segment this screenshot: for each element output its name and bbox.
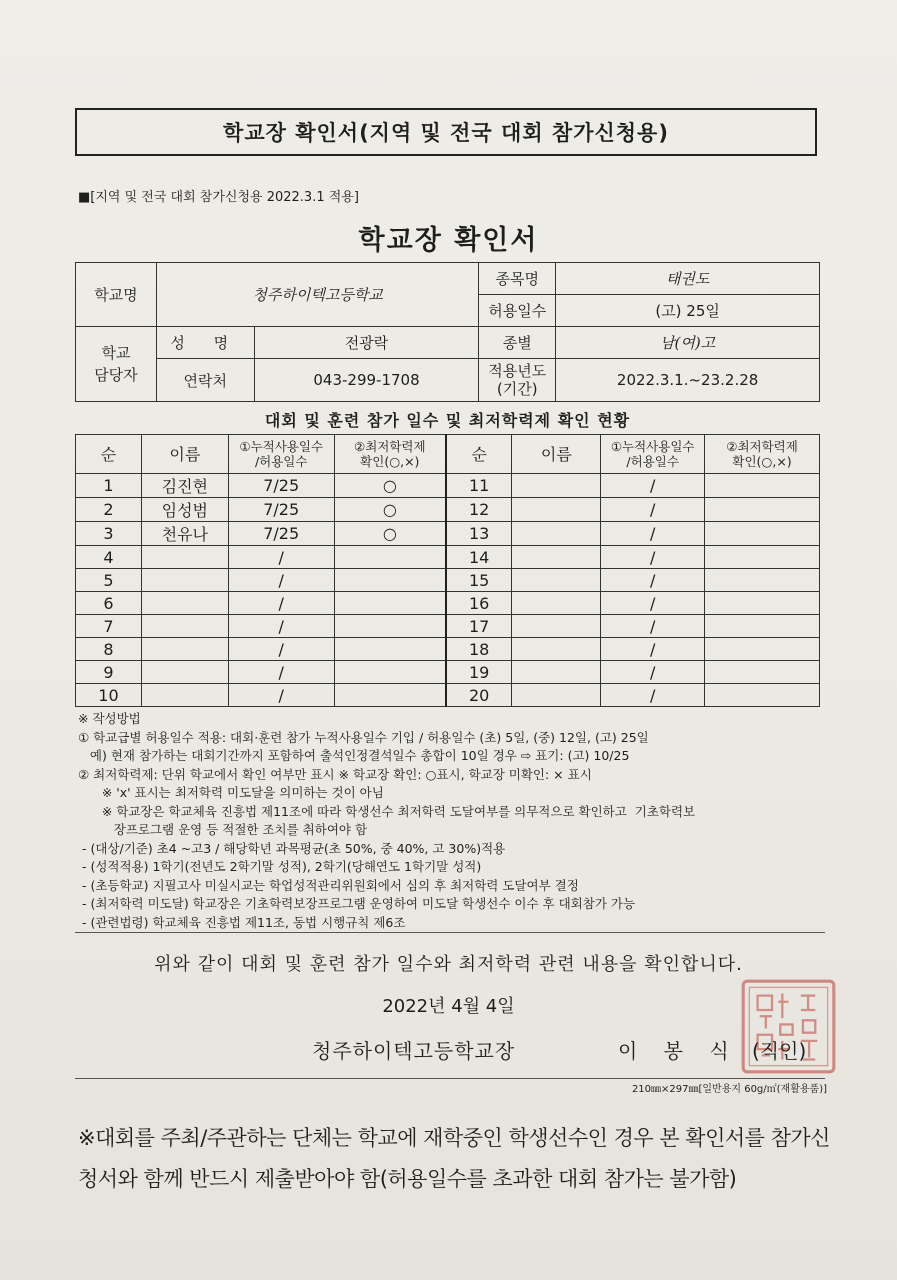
row-days: 7/25: [228, 522, 334, 546]
document-box-title: 학교장 확인서(지역 및 전국 대회 참가신청용): [75, 108, 817, 156]
row-check: [334, 638, 446, 661]
row-days: /: [601, 498, 705, 522]
row-number: 11: [446, 474, 512, 498]
divider: [75, 1078, 825, 1079]
row-name: [141, 546, 228, 569]
row-check: [705, 498, 820, 522]
instruction-line: - (관련법령) 학교체육 진흥법 제11조, 동법 시행규칙 제6조: [78, 914, 406, 930]
row-days: /: [228, 638, 334, 661]
row-check: [705, 474, 820, 498]
row-days: 7/25: [228, 474, 334, 498]
row-number: 18: [446, 638, 512, 661]
row-number: 4: [76, 546, 142, 569]
row-name: [141, 684, 228, 707]
application-subtitle: ■[지역 및 전국 대회 참가신청용 2022.3.1 적용]: [78, 190, 359, 205]
row-number: 19: [446, 661, 512, 684]
header-no-2: 순: [446, 435, 512, 474]
table-row: [76, 546, 820, 569]
row-days: 7/25: [228, 498, 334, 522]
row-check: [705, 522, 820, 546]
confirmation-statement: 위와 같이 대회 및 훈련 참가 일수와 최저학력 관련 내용을 확인합니다.: [154, 954, 743, 975]
row-number: 9: [76, 661, 142, 684]
row-number: 17: [446, 615, 512, 638]
row-days: /: [601, 546, 705, 569]
row-check: [334, 546, 446, 569]
row-check: [334, 684, 446, 707]
name-label: 성 명: [156, 327, 254, 359]
row-name: [141, 661, 228, 684]
school-principal: 청주하이텍고등학교장: [312, 1039, 516, 1063]
row-name: [512, 474, 601, 498]
instruction-line: ※ 작성방법: [78, 711, 141, 726]
row-name: [512, 569, 601, 592]
row-name: [512, 522, 601, 546]
row-number: 1: [76, 474, 142, 498]
row-check: ○: [334, 522, 446, 546]
row-check: [705, 638, 820, 661]
header-check: ②최저학력제 확인(○,×): [334, 435, 446, 474]
divider: [75, 932, 825, 933]
table-row: [76, 498, 820, 522]
issue-date: 2022년 4월 4일: [382, 996, 515, 1017]
row-number: 14: [446, 546, 512, 569]
row-days: /: [228, 569, 334, 592]
sport-value: 태권도: [556, 263, 820, 295]
row-days: /: [228, 615, 334, 638]
row-check: ○: [334, 474, 446, 498]
row-name: [512, 592, 601, 615]
table-row: [76, 684, 820, 707]
row-name: [512, 615, 601, 638]
row-check: [705, 569, 820, 592]
header-check-2: ②최저학력제 확인(○,×): [705, 435, 820, 474]
instruction-line: 예) 현재 참가하는 대회기간까지 포함하여 출석인정결석일수 총합이 10일 경우 ⇨ 표기: (고) 10/25: [78, 748, 630, 763]
row-days: /: [601, 638, 705, 661]
instruction-line: - (초등학교) 지필고사 미실시교는 학업성적관리위원회에서 심의 후 최저학력 도달여부 결정: [78, 877, 579, 893]
table-row: [76, 569, 820, 592]
sport-label: 종목명: [479, 263, 556, 295]
row-days: /: [228, 661, 334, 684]
header-name: 이름: [141, 435, 228, 474]
table-row: [76, 661, 820, 684]
allowed-days-value: (고) 25일: [556, 295, 820, 327]
instruction-line: ※ 학교장은 학교체육 진흥법 제11조에 따라 학생선수 최저학력 도달여부를 의무적으로 확인하고 기초학력보: [78, 803, 696, 819]
participation-table: [75, 434, 820, 707]
table-row: [76, 592, 820, 615]
row-check: [705, 684, 820, 707]
row-days: /: [601, 661, 705, 684]
school-name-value: 청주하이텍고등학교: [156, 263, 478, 327]
row-days: /: [601, 522, 705, 546]
row-number: 15: [446, 569, 512, 592]
row-name: [512, 498, 601, 522]
principal-name: 이 봉 식: [618, 1039, 739, 1063]
period-label: 적용년도 (기간): [479, 359, 556, 402]
header-no: 순: [76, 435, 142, 474]
row-name: [512, 638, 601, 661]
row-name: 김진현: [141, 474, 228, 498]
row-name: [141, 569, 228, 592]
seal-label: (직인): [752, 1039, 807, 1063]
row-check: [334, 592, 446, 615]
row-number: 8: [76, 638, 142, 661]
row-check: [334, 615, 446, 638]
header-days-2: ①누적사용일수 /허용일수: [601, 435, 705, 474]
table-row: [76, 638, 820, 661]
participation-section-title: 대회 및 훈련 참가 일수 및 최저학력제 확인 현황: [264, 411, 631, 430]
manager-label: 학교 담당자: [76, 327, 157, 402]
table-row: [76, 615, 820, 638]
period-value: 2022.3.1.~23.2.28: [556, 359, 820, 402]
row-check: [705, 661, 820, 684]
paper-spec: 210㎜×297㎜[일반용지 60g/㎡(재활용품)]: [631, 1084, 827, 1095]
instruction-line: ② 최저학력제: 단위 학교에서 확인 여부만 표시 ※ 학교장 확인: ○표시, 학교장 미확인: × 표시: [78, 766, 592, 782]
row-name: [141, 615, 228, 638]
instructions: [78, 710, 828, 932]
row-days: /: [601, 569, 705, 592]
row-number: 10: [76, 684, 142, 707]
instruction-line: 장프로그램 운영 등 적절한 조치를 취하여야 함: [78, 822, 368, 837]
row-name: [512, 684, 601, 707]
row-check: ○: [334, 498, 446, 522]
document-title: 학교장 확인서: [358, 225, 539, 256]
instruction-line: - (대상/기준) 초4 ~고3 / 해당학년 과목평균(초 50%, 중 40%, 고 30%)적용: [78, 840, 506, 856]
table-row: [76, 522, 820, 546]
row-number: 2: [76, 498, 142, 522]
instruction-line: ① 학교급별 허용일수 적용: 대회·훈련 참가 누적사용일수 기입 / 허용일수 (초) 5일, (중) 12일, (고) 25일: [78, 729, 649, 745]
school-name-label: 학교명: [76, 263, 157, 327]
row-check: [334, 661, 446, 684]
instruction-line: - (최저학력 미도달) 학교장은 기초학력보장프로그램 운영하여 미도달 학생선수 이수 후 대회참가 가능: [78, 896, 636, 911]
row-name: [141, 592, 228, 615]
contact-value: 043-299-1708: [254, 359, 479, 402]
table-row: [76, 474, 820, 498]
row-days: /: [601, 474, 705, 498]
row-check: [705, 592, 820, 615]
name-value: 전광락: [254, 327, 479, 359]
row-name: 임성범: [141, 498, 228, 522]
row-number: 20: [446, 684, 512, 707]
gender-label: 종별: [479, 327, 556, 359]
instruction-line: - (성적적용) 1학기(전년도 2학기말 성적), 2학기(당해연도 1학기말 성적): [78, 859, 482, 874]
row-days: /: [601, 592, 705, 615]
row-check: [334, 569, 446, 592]
row-number: 5: [76, 569, 142, 592]
row-name: [512, 546, 601, 569]
row-days: /: [228, 546, 334, 569]
gender-value: 남(여)고: [556, 327, 820, 359]
row-days: /: [601, 684, 705, 707]
contact-label: 연락처: [156, 359, 254, 402]
header-days: ①누적사용일수 /허용일수: [228, 435, 334, 474]
row-name: [141, 638, 228, 661]
row-number: 3: [76, 522, 142, 546]
row-number: 12: [446, 498, 512, 522]
row-days: /: [601, 615, 705, 638]
row-number: 13: [446, 522, 512, 546]
instruction-line: ※ 'x' 표시는 최저학력 미도달을 의미하는 것이 아님: [78, 785, 384, 800]
row-number: 7: [76, 615, 142, 638]
row-name: [512, 661, 601, 684]
row-check: [705, 546, 820, 569]
row-days: /: [228, 592, 334, 615]
row-number: 6: [76, 592, 142, 615]
school-info-table: [75, 262, 820, 402]
footer-notice: ※대회를 주최/주관하는 단체는 학교에 재학중인 학생선수인 경우 본 확인서를 참가신청서와 함께 반드시 제출받아야 함(허용일수를 초과한 대회 참가는 불가함): [78, 1126, 830, 1191]
header-name-2: 이름: [512, 435, 601, 474]
row-check: [705, 615, 820, 638]
row-days: /: [228, 684, 334, 707]
row-name: 천유나: [141, 522, 228, 546]
row-number: 16: [446, 592, 512, 615]
allowed-days-label: 허용일수: [479, 295, 556, 327]
